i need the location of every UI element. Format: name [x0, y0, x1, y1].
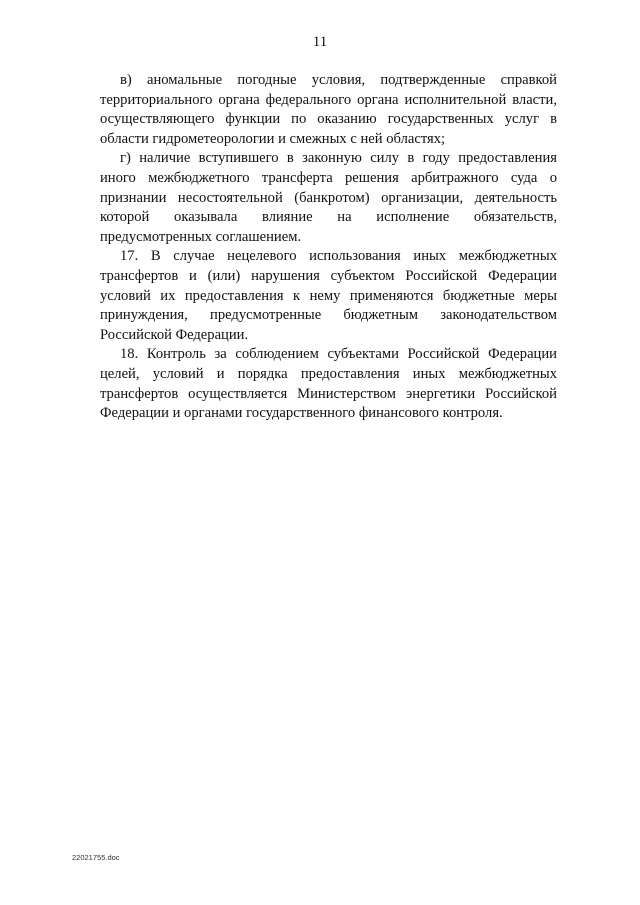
document-body [100, 71, 557, 424]
paragraph-g-bankruptcy: г) наличие вступившего в законную силу в году предоставления иного межбюджетного трансферта решения арбитражного суда о признании несостоятельной (банкротом) организации, деятельность которой оказывала влияние на исполнение обязательств, предусмотренных соглашением. [100, 150, 557, 245]
paragraph-18-control: 18. Контроль за соблюдением субъектами Российской Федерации целей, условий и порядка предоставления иных межбюджетных трансфертов осуществляется Министерством энергетики Российской Федерации и органами государственного финансового контроля. [100, 346, 557, 422]
paragraph-17-budget-measures: 17. В случае нецелевого использования иных межбюджетных трансфертов и (или) нарушения субъектом Российской Федерации условий их предоставления к нему применяются бюджетные меры принуждения, предусмотренные бюджетным законодательством Российской Федерации. [100, 248, 557, 343]
paragraph-v-weather-conditions: в) аномальные погодные условия, подтвержденные справкой территориального органа федерального органа исполнительной власти, осуществляющего функции по оказанию государственных услуг в области гидрометеорологии и смежных с ней областях; [100, 72, 557, 147]
footer-filename: 22021755.doc [72, 853, 120, 862]
page-number: 11 [312, 34, 328, 50]
